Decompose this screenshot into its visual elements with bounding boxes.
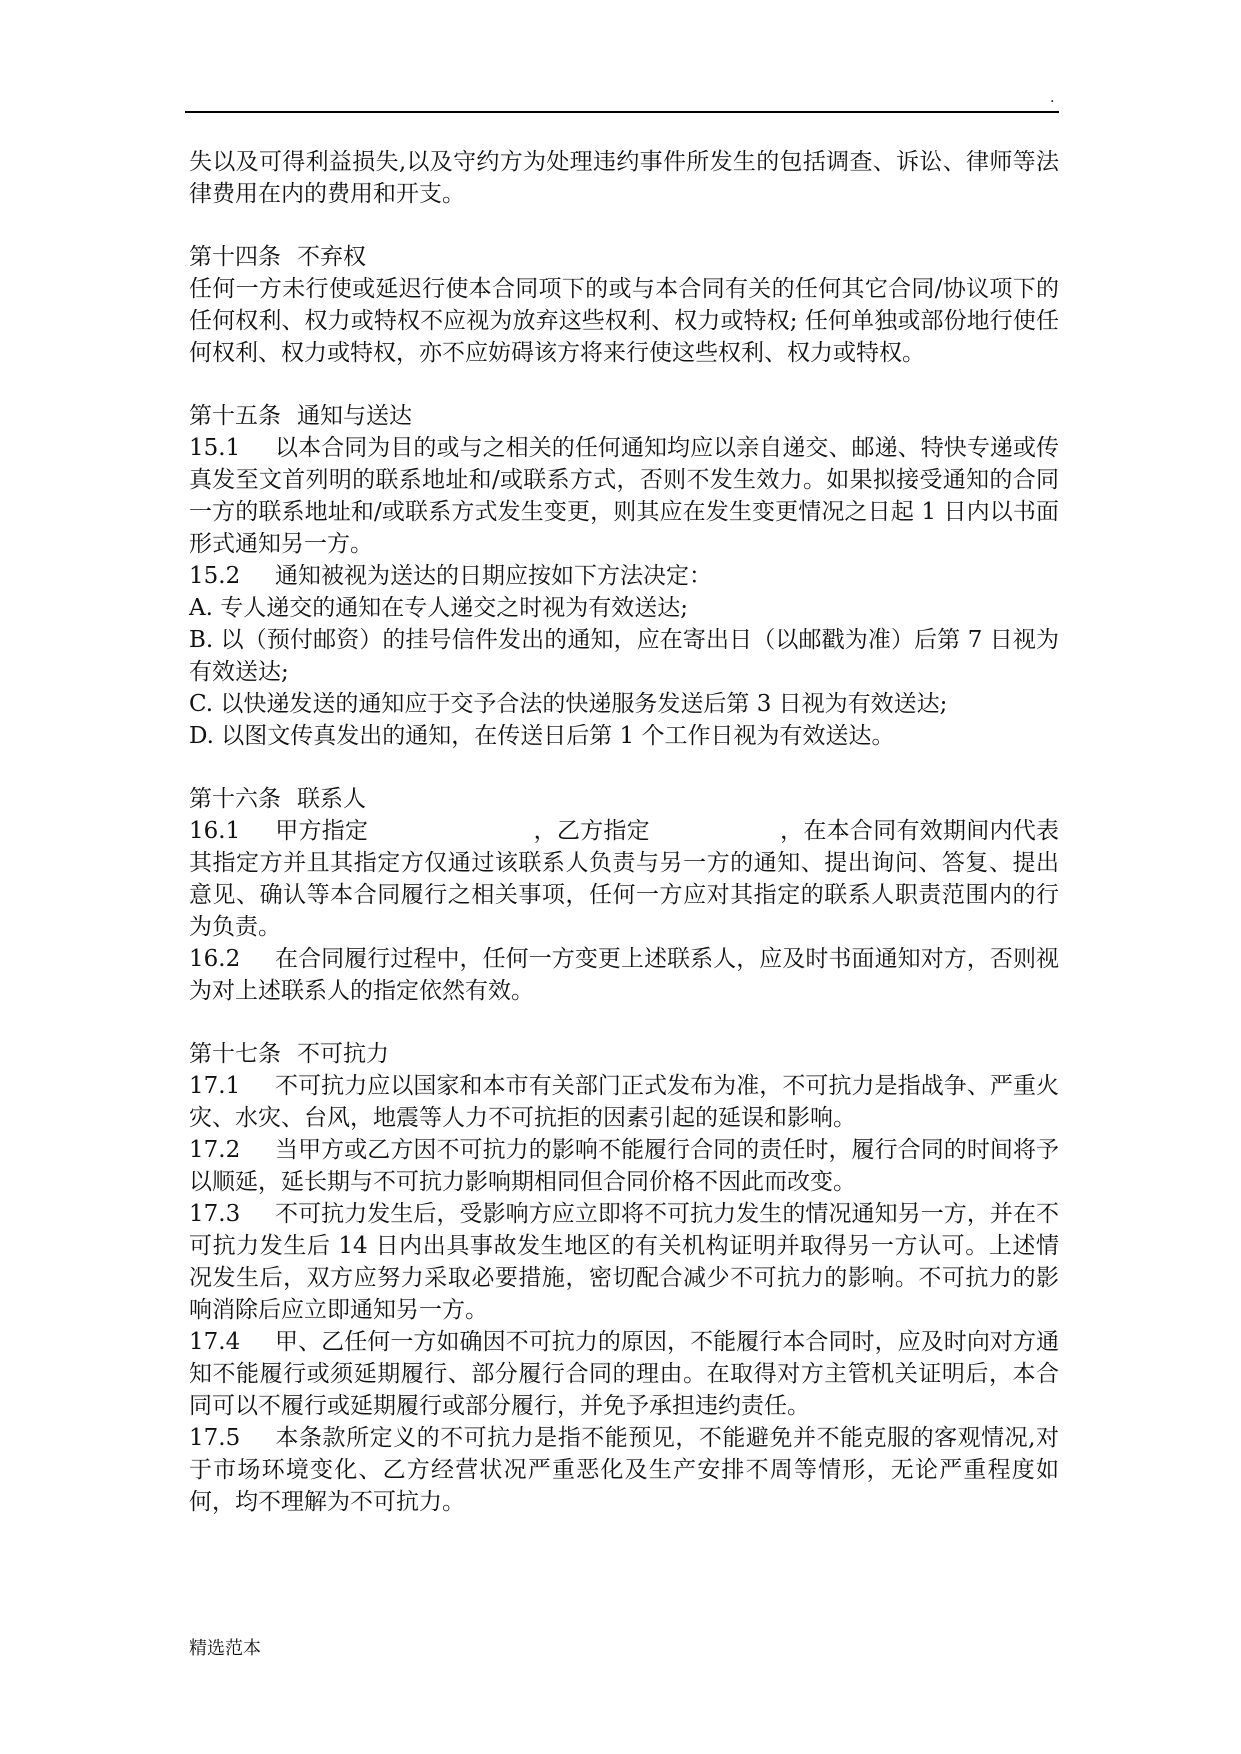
delivery-item-c: C. 以快递发送的通知应于交予合法的快递服务发送后第 3 日视为有效送达; xyxy=(189,691,948,717)
clause-number: 17.5 xyxy=(189,1425,241,1451)
clause-15-2 xyxy=(189,560,1059,592)
clause-number: 17.1 xyxy=(189,1073,241,1099)
clause-16-1 xyxy=(189,815,1059,943)
header-rule xyxy=(185,111,1059,113)
clause-text: 不可抗力应以国家和本市有关部门正式发布为准，不可抗力是指战争、严重火灾、水灾、台风，地震等人力不可抗拒的因素引起的延误和影响。 xyxy=(189,1073,1059,1131)
clause-17-2 xyxy=(189,1134,1059,1198)
clause-text-a: 甲方指定 xyxy=(275,818,369,844)
article-16-number: 第十六条 xyxy=(189,786,281,812)
clause-text-c: ，在本合同有效期间内代表其指定方并且其指定方仅通过该联系人负责与另一方的通知、提出询问、答复、提出意见、确认等本合同履行之相关事项，任何一方应对其指定的联系人职责范围内的行为负责。 xyxy=(189,818,1060,940)
intro-paragraph: 失以及可得利益损失,以及守约方为处理违约事件所发生的包括调查、诉讼、律师等法律费用在内的费用和开支。 xyxy=(189,149,1059,207)
article-14-title: 不弃权 xyxy=(297,244,366,270)
article-14-heading xyxy=(189,241,1059,273)
clause-text: 在合同履行过程中，任何一方变更上述联系人，应及时书面通知对方，否则视为对上述联系人的指定依然有效。 xyxy=(189,946,1059,1004)
clause-text: 通知被视为送达的日期应按如下方法决定： xyxy=(275,563,712,589)
delivery-item-d: D. 以图文传真发出的通知，在传送日后第 1 个工作日视为有效送达。 xyxy=(189,723,895,749)
clause-17-3 xyxy=(189,1198,1059,1326)
header-mark: . xyxy=(1050,90,1055,106)
clause-number: 17.4 xyxy=(189,1329,241,1355)
clause-15-1 xyxy=(189,432,1059,560)
article-14-number: 第十四条 xyxy=(189,244,281,270)
clause-text: 以本合同为目的或与之相关的任何通知均应以亲自递交、邮递、特快专递或传真发至文首列明的联系地址和/或联系方式，否则不发生效力。如果拟接受通知的合同一方的联系地址和/或联系方式发生变更，则其应在发生变更情况之日起 1 日内以书面形式通知另一方。 xyxy=(189,435,1059,557)
article-15-number: 第十五条 xyxy=(189,403,281,429)
clause-number: 16.2 xyxy=(189,946,241,972)
clause-number: 16.1 xyxy=(189,818,241,844)
article-15-title: 通知与送达 xyxy=(297,403,412,429)
article-15-heading xyxy=(189,400,1059,432)
article-17-number: 第十七条 xyxy=(189,1041,281,1067)
delivery-item-a: A. 专人递交的通知在专人递交之时视为有效送达; xyxy=(189,595,688,621)
clause-17-5 xyxy=(189,1422,1059,1518)
article-16-title: 联系人 xyxy=(297,786,366,812)
clause-number: 17.3 xyxy=(189,1201,241,1227)
article-14-body: 任何一方未行使或延迟行使本合同项下的或与本合同有关的任何其它合同/协议项下的任何权利、权力或特权不应视为放弃这些权利、权力或特权; 任何单独或部份地行使任何权利、权力或特权，亦不应妨碍该方将来行使这些权利、权力或特权。 xyxy=(189,276,1059,366)
clause-text: 本条款所定义的不可抗力是指不能预见，不能避免并不能克服的客观情况,对于市场环境变化、乙方经营状况严重恶化及生产安排不周等情形，无论严重程度如何，均不理解为不可抗力。 xyxy=(189,1425,1059,1515)
clause-text: 当甲方或乙方因不可抗力的影响不能履行合同的责任时，履行合同的时间将予以顺延，延长期与不可抗力影响期相同但合同价格不因此而改变。 xyxy=(189,1137,1059,1195)
clause-16-2 xyxy=(189,943,1059,1007)
clause-number: 15.1 xyxy=(189,435,241,461)
delivery-item-b: B. 以（预付邮资）的挂号信件发出的通知，应在寄出日（以邮戳为准）后第 7 日视为有效送达; xyxy=(189,627,1059,685)
article-17-heading xyxy=(189,1038,1059,1070)
clause-number: 15.2 xyxy=(189,563,241,589)
clause-text-b: ，乙方指定 xyxy=(533,818,650,844)
clause-17-1 xyxy=(189,1070,1059,1134)
clause-text: 甲、乙任何一方如确因不可抗力的原因，不能履行本合同时，应及时向对方通知不能履行或须延期履行、部分履行合同的理由。在取得对方主管机关证明后，本合同可以不履行或延期履行或部分履行，并免予承担违约责任。 xyxy=(189,1329,1059,1419)
article-17-title: 不可抗力 xyxy=(297,1041,389,1067)
clause-text: 不可抗力发生后，受影响方应立即将不可抗力发生的情况通知另一方，并在不可抗力发生后 14 日内出具事故发生地区的有关机构证明并取得另一方认可。上述情况发生后，双方应努力采取必要措施，密切配合减少不可抗力的影响。不可抗力的影响消除后应立即通知另一方。 xyxy=(189,1201,1059,1323)
footer-text: 精选范本 xyxy=(189,1638,261,1659)
clause-17-4 xyxy=(189,1326,1059,1422)
clause-number: 17.2 xyxy=(189,1137,241,1163)
article-16-heading xyxy=(189,783,1059,815)
document-body xyxy=(189,146,1059,1518)
